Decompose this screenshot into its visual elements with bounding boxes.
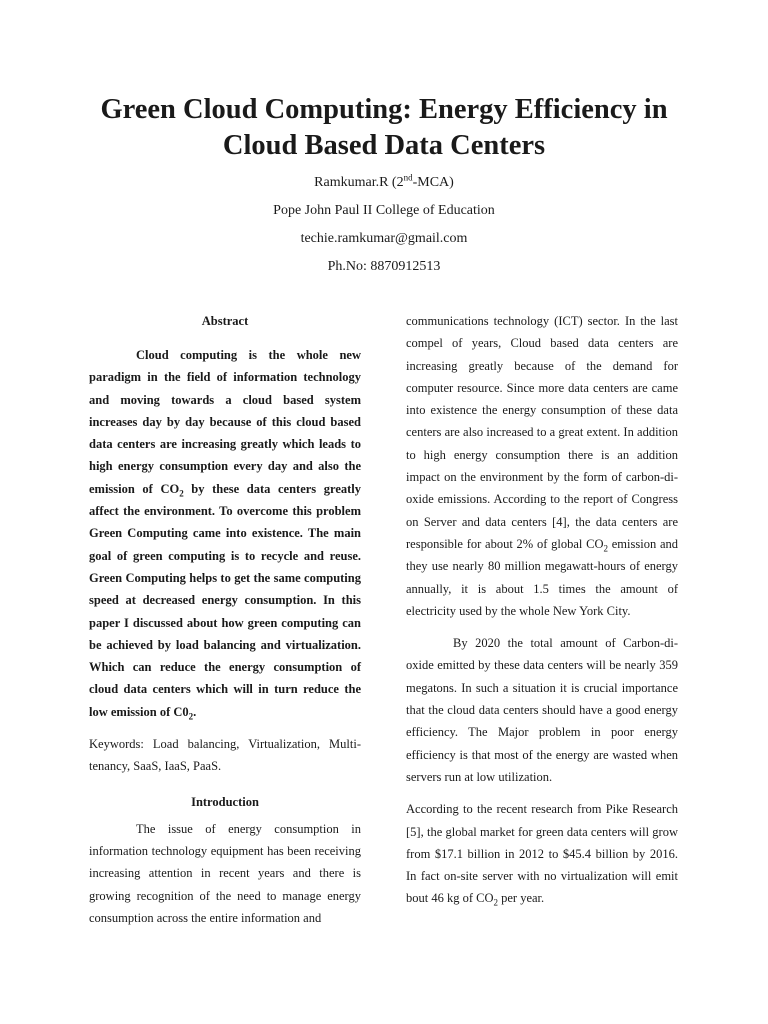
- abstract-heading: Abstract: [201, 314, 249, 328]
- phone-number: Ph.No: 8870912513: [327, 259, 441, 274]
- introduction-text: The issue of energy consumption in information technology equipment has been receiving increasing attention in recent years and there is growing recognition of the need to manage energy consumption across the entire information and: [89, 821, 361, 925]
- right-column: [406, 310, 678, 910]
- paper-title: [60, 92, 708, 164]
- email: techie.ramkumar@gmail.com: [300, 231, 468, 246]
- author-line: Ramkumar.R (2nd-MCA): [314, 172, 454, 190]
- abstract-text: Cloud computing is the whole new paradigm in the field of information technology and moving towards a cloud based system increases day by day because of this cloud based data centers are increasing greatly which leads to high energy consumption every day and also the emission of $CO_2$ by these data centers greatly affect the environment. To overcome this problem Green Computing came into existence. The main goal of green computing is to recycle and reuse. Green Computing helps to get the same computing speed at decreased energy consumption. In this paper I discussed about how green computing can be achieved by load balancing and virtualization. Which can reduce the energy consumption of cloud data centers which will in turn reduce the low emission of $C0_2$.: [89, 348, 362, 722]
- title-line-1: Green Cloud Computing: Energy Efficiency in: [100, 94, 668, 125]
- title-line-2: Cloud Based Data Centers: [222, 130, 546, 161]
- affiliation: Pope John Paul II College of Education: [273, 203, 495, 218]
- left-column: [89, 313, 361, 929]
- right-paragraph-3: According to the recent research from Pike Research [5], the global market for green data centers will grow from $17.1 billion in 2012 to $45.4 billion by 2016. In fact on-site server with no virtualization will emit bout 46 kg of $CO_2$ per year.: [406, 802, 678, 908]
- author-ordinal: nd: [403, 172, 413, 183]
- right-paragraph-2: By 2020 the total amount of Carbon-di-oxide emitted by these data centers will be nearly 359 megatons. In such a situation it is crucial importance that the cloud data centers should have a good energy efficiency. The Major problem in poor energy efficiency is that most of the energy are wasted when servers run at low utilization.: [406, 636, 678, 784]
- right-paragraph-1: communications technology (ICT) sector. In the last compel of years, Cloud based data centers are increasing greatly because of the demand for computer resource. Since more data centers are came into existence the energy consumption of these data centers are also increased to a great extent. In addition to high energy consumption there is an addition impact on the environment by the form of carbon-di-oxide emissions. According to the report of Congress on Server and data centers [4], the data centers are responsible for about 2% of global $CO_2$ emission and they use nearly 80 million megawatt-hours of energy annually, it is about 1.5 times the amount of electricity used by the whole New York City.: [406, 314, 679, 618]
- introduction-heading: Introduction: [191, 794, 259, 809]
- keywords: Keywords: Load balancing, Virtualization, Multi-tenancy, SaaS, IaaS, PaaS.: [89, 737, 361, 774]
